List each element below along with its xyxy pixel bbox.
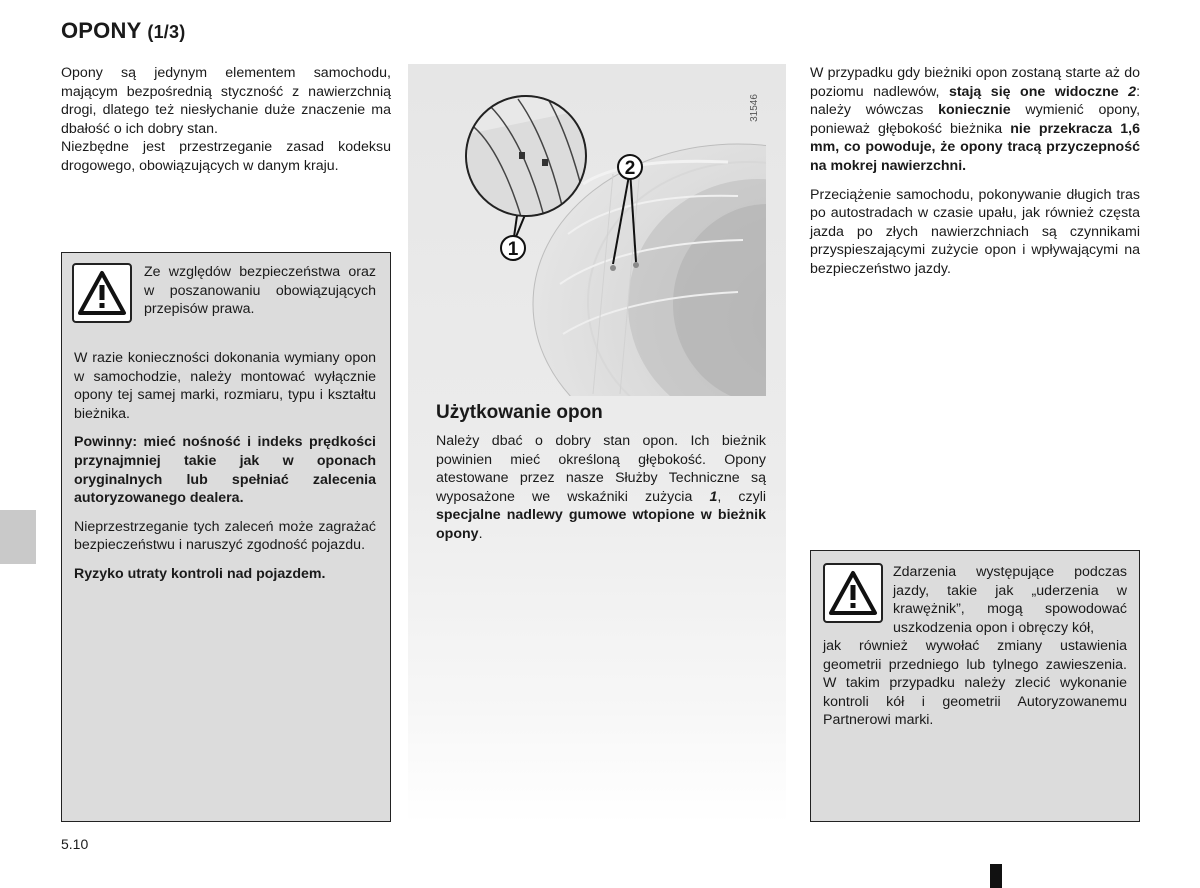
chapter-tab: [0, 510, 36, 564]
intro-paragraph-2: Niezbędne jest przestrzeganie zasad kodeksu drogowego, obowiązujących w danym kraju.: [61, 139, 391, 174]
warning-1-paragraph-1: W razie konieczności dokonania wymiany opon w samochodzie, należy montować wyłącznie opony tej samej marki, rozmiaru, typu i kształtu bieżnika.: [74, 350, 376, 422]
corner-marker: [990, 864, 1002, 888]
tyre-illustration: [408, 64, 786, 396]
warning-1-paragraph-4: Ryzyko utraty kontroli nad pojazdem.: [74, 565, 326, 582]
warning-1-body: [74, 349, 376, 594]
warning-2-intro: Zdarzenia występujące podczas jazdy, takie jak „uderzenia w krawężnik”, mogą spowodować uszkodzenia opon i obręczy kół,: [893, 564, 1127, 636]
warning-triangle-icon: [823, 563, 883, 623]
usage-text-2: , czyli: [717, 488, 766, 505]
page-title-part: (1/3): [147, 22, 186, 42]
usage-text-1: Należy dbać o dobry stan opon. Ich bieżnik powinien mieć określoną głębokość. Opony atestowane przez nasze Służby Techniczne są wyposażone we wskaźniki zużycia: [436, 433, 766, 505]
page-title-text: OPONY: [61, 18, 142, 43]
right-bold-b3: nie przekracza 1,6 mm, co powoduje, że opony tracą przyczepność na mokrej nawierzchni.: [810, 120, 1141, 174]
intro-column: [61, 64, 391, 176]
warning-1-paragraph-2: Powinny: mieć nośność i indeks prędkości przynajmniej takie jak w oponach oryginalnych lub spełniać zalecenia autoryzowanego dealera.: [74, 434, 376, 507]
callout-2: 2: [624, 158, 636, 179]
callout-1: 1: [507, 239, 519, 260]
warning-1-paragraph-3: Nieprzestrzeganie tych zaleceń może zagrażać bezpieczeństwu i naruszyć zgodność pojazdu.: [74, 518, 376, 554]
usage-ref-1: 1: [709, 488, 718, 505]
right-bold-b2: koniecznie: [938, 102, 1011, 119]
warning-1-intro: Ze względów bezpieczeństwa oraz w poszanowaniu obowiązujących przepisów prawa.: [144, 264, 376, 318]
usage-text-3: .: [478, 525, 483, 542]
usage-bold: specjalne nadlewy gumowe wtopione w bieżnik opony: [436, 507, 766, 542]
right-text-a1: W przypadku gdy bieżniki opon zostaną starte aż do poziomu nadlewów,: [810, 65, 1140, 100]
page-number: 5.10: [61, 836, 89, 852]
warning-2-body: jak również wywołać zmiany ustawienia geometrii przedniego lub tylnego zawieszenia. W takim przypadku należy zlecić wykonanie kontroli kół i geometrii Autoryzowanemu Partnerowi marki.: [823, 638, 1127, 729]
warning-box-2: [810, 550, 1140, 822]
right-ref-2: 2: [1128, 83, 1137, 100]
warning-box-1: [61, 252, 391, 822]
right-text-a2: : należy wówczas: [810, 83, 1141, 119]
figure-column: [408, 64, 786, 824]
right-paragraph-1: [810, 64, 1140, 176]
page-title: [61, 18, 185, 44]
intro-paragraph-1: Opony są jedynym elementem samochodu, mającym bezpośrednią styczność z nawierzchnią drogi, dlatego też niesłychanie duże znaczenie ma dbałość o ich dobry stan.: [61, 65, 391, 137]
right-bold-b1: stają się one widoczne: [948, 83, 1129, 100]
section-heading-usage: Użytkowanie opon: [436, 402, 603, 423]
right-paragraph-2: Przeciążenie samochodu, pokonywanie długich tras po autostradach w czasie upału, jak również częsta jazda po złych nawierzchniach są czynnikami przyspieszającymi zużycie opon i wpływającymi na bezpieczeństwo jazdy.: [810, 186, 1140, 277]
right-column: [810, 64, 1140, 289]
usage-paragraph: [436, 432, 766, 544]
figure-id: 31546: [749, 94, 760, 122]
warning-triangle-icon: [72, 263, 132, 323]
right-text-a3: wymienić opony, ponieważ głębokość bieżnika: [810, 102, 1141, 137]
